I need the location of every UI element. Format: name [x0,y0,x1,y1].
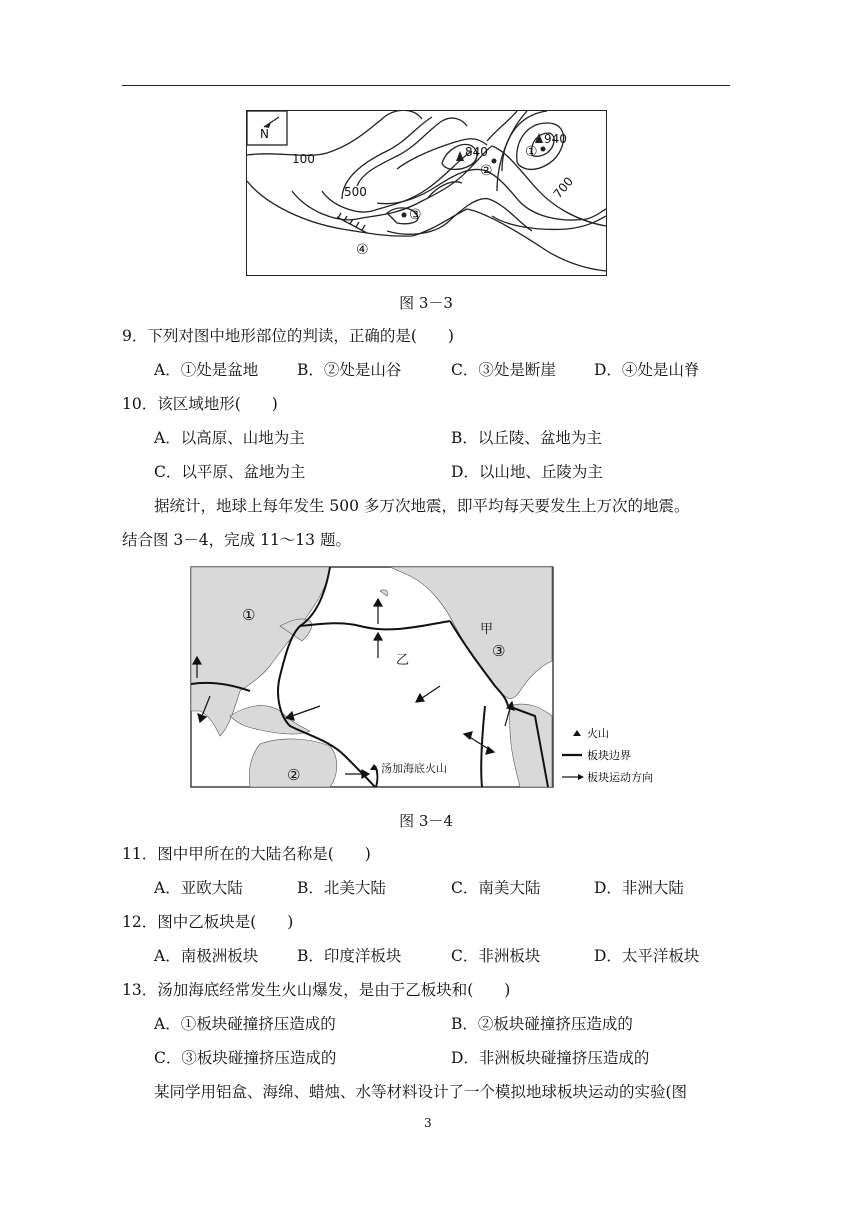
elevation-label-940: 940 [544,132,567,146]
question-10-option-a: A．以高原、山地为主 [154,429,305,447]
label-yi: 乙 [396,653,410,668]
page-number: 3 [424,1116,432,1130]
peak-840-marker [456,151,464,161]
legend-motion-label: 板块运动方向 [587,771,653,784]
marker-4: ④ [356,242,369,258]
question-13-option-d: D．非洲板块碰撞挤压造成的 [451,1049,650,1067]
question-12-option-b: B．印度洋板块 [297,947,402,965]
contour-label-500: 500 [344,185,367,199]
plate-map [190,566,668,788]
question-11-option-b: B．北美大陆 [297,879,386,897]
legend-volcano-icon [573,730,581,736]
question-13-stem: 13．汤加海底经常发生火山爆发，是由于乙板块和( ) [122,981,511,999]
marker-3: ③ [409,207,422,223]
question-9-stem: 9．下列对图中地形部位的判读，正确的是( ) [122,327,454,345]
legend-volcano-label: 火山 [587,727,609,740]
question-11-option-d: D．非洲大陆 [594,879,684,897]
map-legend [562,726,653,784]
intro-paragraph-line-1: 据统计，地球上每年发生 500 多万次地震，即平均每天要发生上万次的地震。 [154,497,690,515]
question-11-option-c: C．南美大陆 [451,879,541,897]
question-12-stem: 12．图中乙板块是( ) [122,913,294,931]
question-13-option-b: B．②板块碰撞挤压造成的 [451,1015,633,1033]
label-jia: 甲 [480,622,494,637]
legend-motion-arrowhead [578,774,584,780]
plate-marker-3: ③ [492,642,506,660]
figure-3-4-caption: 图 3－4 [399,812,453,830]
question-9-option-c: C．③处是断崖 [451,361,556,379]
question-11-option-a: A．亚欧大陆 [154,879,243,897]
question-12-option-c: C．非洲板块 [451,947,541,965]
header-rule [122,85,730,86]
question-10-option-c: C．以平原、盆地为主 [154,463,306,481]
question-11-stem: 11．图中甲所在的大陆名称是( ) [122,845,371,863]
experiment-paragraph: 某同学用铝盒、海绵、蜡烛、水等材料设计了一个模拟地球板块运动的实验(图 [154,1083,688,1101]
contour-map-figure [246,110,607,276]
point-1-dot [541,147,546,152]
question-10-option-b: B．以丘陵、盆地为主 [451,429,602,447]
intro-paragraph-line-2: 结合图 3－4，完成 11～13 题。 [122,531,351,549]
question-12-option-d: D．太平洋板块 [594,947,700,965]
question-13-option-c: C．③板块碰撞挤压造成的 [154,1049,337,1067]
question-9-option-a: A．①处是盆地 [154,361,259,379]
tonga-volcano-label: 汤加海底火山 [381,762,447,775]
contour-line [517,123,564,169]
figure-3-3-caption: 图 3－3 [399,294,453,312]
plate-marker-1: ① [242,606,256,624]
question-10-stem: 10．该区域地形( ) [122,395,278,413]
contour-line [487,111,517,141]
contour-label-100: 100 [292,152,315,166]
question-10-option-d: D．以山地、丘陵为主 [451,463,603,481]
marker-1: ① [525,144,538,160]
contour-line [357,118,467,186]
question-13-option-a: A．①板块碰撞挤压造成的 [154,1015,336,1033]
question-9-option-d: D．④处是山脊 [594,361,700,379]
marker-2: ② [480,163,493,179]
question-9-option-b: B．②处是山谷 [297,361,402,379]
contour-map [247,111,606,275]
plate-marker-2: ② [287,766,301,784]
question-12-option-a: A．南极洲板块 [154,947,259,965]
contour-label-700: 700 [550,174,577,201]
elevation-label-840: 840 [465,145,488,159]
point-3-dot [402,213,407,218]
plate-map-figure [190,566,668,788]
legend-boundary-label: 板块边界 [587,749,631,762]
compass-label: N [260,127,269,141]
